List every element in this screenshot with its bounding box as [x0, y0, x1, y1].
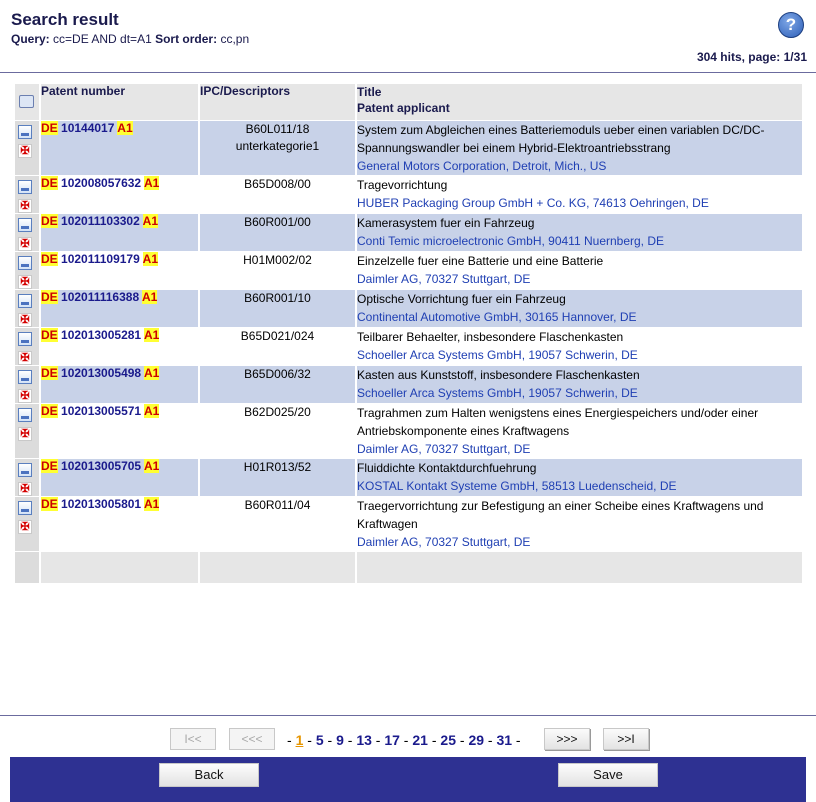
ipc-cell [200, 176, 355, 213]
hits-count: 304 hits, page: 1/31 [696, 50, 807, 64]
row-icons [15, 366, 39, 403]
pdf-icon[interactable]: ✠ [18, 389, 32, 403]
country-code: DE [41, 252, 58, 266]
page-separator: - [287, 732, 296, 748]
patent-number-cell [41, 404, 198, 458]
patent-number-link[interactable]: 102011116388 [61, 290, 140, 304]
applicant-link[interactable]: Daimler AG, 70327 Stuttgart, DE [357, 535, 531, 549]
ipc-code: B60R011/04 [244, 498, 311, 512]
first-page-button[interactable]: I<< [170, 728, 216, 750]
empty-row [15, 552, 802, 583]
patent-number-cell [41, 328, 198, 365]
row-icons [15, 328, 39, 365]
page-separator: - [323, 732, 337, 748]
pdf-icon[interactable]: ✠ [18, 351, 32, 365]
ipc-code: H01M002/02 [243, 253, 312, 267]
document-icon[interactable] [18, 408, 32, 422]
row-icons [15, 497, 39, 551]
title-cell [357, 214, 802, 251]
document-icon[interactable] [18, 370, 32, 384]
table-row [15, 176, 802, 213]
patent-title: System zum Abgleichen eines Batteriemoduls ueber einen variablen DC/DC-Spannungswandler bei einem Hybrid-Elektroantriebsstrang [357, 123, 765, 155]
page-separator: - [371, 732, 385, 748]
current-page: 1 [295, 732, 304, 748]
next-page-button[interactable]: >>> [544, 728, 590, 750]
patent-title: Traegervorrichtung zur Befestigung an einer Scheibe eines Kraftwagens und Kraftwagen [357, 499, 764, 531]
empty-cell [15, 552, 39, 583]
row-icons [15, 404, 39, 458]
page-separator: - [399, 732, 413, 748]
page-link[interactable]: 13 [356, 732, 372, 748]
page-link[interactable]: 17 [384, 732, 400, 748]
row-icons [15, 290, 39, 327]
ipc-code: B60L011/18 [245, 122, 310, 136]
query-label: Query: [11, 32, 50, 46]
patent-number-link[interactable]: 102013005705 [61, 459, 142, 473]
patent-number-link[interactable]: 10144017 [61, 121, 115, 135]
page-separator: - [343, 732, 357, 748]
table-row [15, 497, 802, 551]
country-code: DE [41, 459, 58, 473]
page-link[interactable]: 5 [315, 732, 324, 748]
patent-title: Teilbarer Behaelter, insbesondere Flaschenkasten [357, 330, 624, 344]
ipc-code: B65D021/024 [240, 329, 315, 343]
patent-title: Einzelzelle fuer eine Batterie und eine Batterie [357, 254, 604, 268]
title-cell [357, 366, 802, 403]
ipc-code: B60R001/00 [244, 215, 311, 229]
column-header-patent-number[interactable]: Patent number [41, 84, 198, 120]
patent-number-cell [41, 459, 198, 496]
ipc-cell [200, 328, 355, 365]
table-row [15, 252, 802, 289]
patent-title: Tragrahmen zum Halten wenigstens eines Energiespeichers und/oder einer Antriebskomponente eines Kraftwagens [357, 406, 759, 438]
title-cell [357, 121, 802, 175]
kind-code: A1 [144, 497, 160, 511]
pagination [0, 726, 816, 754]
column-header-title [357, 84, 802, 120]
kind-code: A1 [144, 459, 160, 473]
document-icon[interactable] [18, 256, 32, 270]
document-icon[interactable] [18, 218, 32, 232]
ipc-code: H01R013/52 [243, 460, 312, 474]
applicant-link[interactable]: Schoeller Arca Systems GmbH, 19057 Schwerin, DE [357, 348, 638, 362]
page-separator: - [303, 732, 316, 748]
ipc-cell [200, 497, 355, 551]
patent-number-cell [41, 366, 198, 403]
ipc-code: B65D008/00 [244, 177, 311, 191]
page-separator: - [427, 732, 441, 748]
column-header-ipc[interactable]: IPC/Descriptors [200, 84, 355, 120]
patent-number-cell [41, 214, 198, 251]
kind-code: A1 [142, 214, 159, 228]
page-separator: - [512, 732, 521, 748]
document-icon[interactable] [18, 180, 32, 194]
patent-number-cell [41, 497, 198, 551]
ipc-descriptor: unterkategorie1 [235, 139, 320, 153]
column-header-icons [15, 84, 39, 120]
ipc-cell [200, 404, 355, 458]
applicant-link[interactable]: HUBER Packaging Group GmbH + Co. KG, 74613 Oehringen, DE [357, 196, 709, 210]
patent-number-link[interactable]: 102011103302 [61, 214, 140, 228]
table-row [15, 404, 802, 458]
kind-code: A1 [142, 252, 159, 266]
pdf-icon[interactable]: ✠ [18, 313, 32, 327]
column-header-title-label[interactable]: Title [357, 85, 382, 99]
sort-value: cc,pn [220, 32, 250, 46]
page-link[interactable]: 21 [412, 732, 428, 748]
country-code: DE [41, 497, 58, 511]
document-icon[interactable] [18, 463, 32, 477]
table-row [15, 290, 802, 327]
page-separator: - [455, 732, 469, 748]
query-value: cc=DE AND dt=A1 [53, 32, 152, 46]
results-table [13, 83, 804, 584]
ipc-code: B60R001/10 [244, 291, 311, 305]
pdf-icon[interactable]: ✠ [18, 237, 32, 251]
title-cell [357, 497, 802, 551]
ipc-code: B62D025/20 [244, 405, 311, 419]
ipc-cell [200, 290, 355, 327]
kind-code: A1 [144, 328, 160, 342]
page-title: Search result [11, 10, 119, 29]
kind-code: A1 [144, 366, 160, 380]
row-icons [15, 214, 39, 251]
pdf-icon[interactable]: ✠ [18, 482, 32, 496]
ipc-cell [200, 366, 355, 403]
title-cell [357, 252, 802, 289]
country-code: DE [41, 404, 58, 418]
document-icon[interactable] [18, 332, 32, 346]
title-cell [357, 176, 802, 213]
applicant-link[interactable]: General Motors Corporation, Detroit, Mich., US [357, 159, 607, 173]
question-icon[interactable]: ? [778, 12, 804, 38]
applicant-link[interactable]: Daimler AG, 70327 Stuttgart, DE [357, 442, 531, 456]
applicant-link[interactable]: KOSTAL Kontakt Systeme GmbH, 58513 Luedenscheid, DE [357, 479, 677, 493]
pdf-icon[interactable]: ✠ [18, 275, 32, 289]
pdf-icon[interactable]: ✠ [18, 520, 32, 534]
page-separator: - [484, 732, 497, 748]
country-code: DE [41, 176, 58, 190]
last-page-button[interactable]: >>I [603, 728, 649, 750]
title-cell [357, 404, 802, 458]
patent-number-link[interactable]: 102013005498 [61, 366, 142, 380]
patent-title: Kasten aus Kunststoff, insbesondere Flaschenkasten [357, 368, 640, 382]
document-icon[interactable] [18, 501, 32, 515]
patent-number-cell [41, 290, 198, 327]
kind-code: A1 [142, 290, 158, 304]
footer-bar [10, 757, 806, 802]
back-button[interactable]: Back [159, 763, 259, 787]
title-cell [357, 290, 802, 327]
patent-number-link[interactable]: 102013005801 [61, 497, 142, 511]
page-header [0, 0, 816, 74]
empty-cell [357, 552, 802, 583]
row-icons [15, 176, 39, 213]
empty-cell [41, 552, 198, 583]
kind-code: A1 [144, 176, 160, 190]
table-row [15, 459, 802, 496]
row-icons [15, 459, 39, 496]
pdf-icon[interactable]: ✠ [18, 199, 32, 213]
country-code: DE [41, 366, 58, 380]
ipc-code: B65D006/32 [244, 367, 311, 381]
page-link[interactable]: 31 [496, 732, 513, 748]
document-icon[interactable] [18, 294, 32, 308]
page-link[interactable]: 29 [468, 732, 485, 748]
row-icons [15, 121, 39, 175]
table-row [15, 366, 802, 403]
title-cell [357, 459, 802, 496]
patent-number-cell [41, 176, 198, 213]
patent-number-link[interactable]: 102011109179 [61, 252, 140, 266]
applicant-link[interactable]: Daimler AG, 70327 Stuttgart, DE [357, 272, 531, 286]
sort-label: Sort order: [155, 32, 218, 46]
table-row [15, 214, 802, 251]
table-row [15, 328, 802, 365]
title-cell [357, 328, 802, 365]
pdf-icon[interactable]: ✠ [18, 427, 32, 441]
column-header-applicant-label[interactable]: Patent applicant [357, 101, 450, 115]
row-icons [15, 252, 39, 289]
divider [0, 72, 816, 73]
document-icon[interactable] [18, 125, 32, 139]
patent-title: Fluiddichte Kontaktdurchfuehrung [357, 461, 537, 475]
patent-number-link[interactable]: 102013005281 [61, 328, 142, 342]
patent-title: Kamerasystem fuer ein Fahrzeug [357, 216, 535, 230]
ipc-cell [200, 214, 355, 251]
save-button[interactable]: Save [558, 763, 658, 787]
patent-number-link[interactable]: 102008057632 [61, 176, 142, 190]
empty-cell [200, 552, 355, 583]
pdf-icon[interactable]: ✠ [18, 144, 32, 158]
applicant-link[interactable]: Schoeller Arca Systems GmbH, 19057 Schwerin, DE [357, 386, 638, 400]
table-row [15, 121, 802, 175]
page-link[interactable]: 9 [336, 732, 344, 748]
applicant-link[interactable]: Continental Automotive GmbH, 30165 Hannover, DE [357, 310, 637, 324]
patent-number-cell [41, 252, 198, 289]
ipc-cell [200, 252, 355, 289]
page-link[interactable]: 25 [440, 732, 456, 748]
applicant-link[interactable]: Conti Temic microelectronic GmbH, 90411 Nuernberg, DE [357, 234, 665, 248]
patent-title: Tragevorrichtung [357, 178, 448, 192]
divider [0, 715, 816, 716]
patent-title: Optische Vorrichtung fuer ein Fahrzeug [357, 292, 566, 306]
country-code: DE [41, 290, 58, 304]
page-links [287, 732, 521, 748]
country-code: DE [41, 328, 58, 342]
query-line [11, 32, 249, 46]
country-code: DE [41, 121, 58, 135]
patent-number-cell [41, 121, 198, 175]
kind-code: A1 [144, 404, 160, 418]
previous-page-button[interactable]: <<< [229, 728, 275, 750]
ipc-cell [200, 121, 355, 175]
kind-code: A1 [117, 121, 133, 135]
ipc-cell [200, 459, 355, 496]
patent-number-link[interactable]: 102013005571 [61, 404, 142, 418]
country-code: DE [41, 214, 58, 228]
list-view-icon[interactable] [19, 95, 34, 108]
